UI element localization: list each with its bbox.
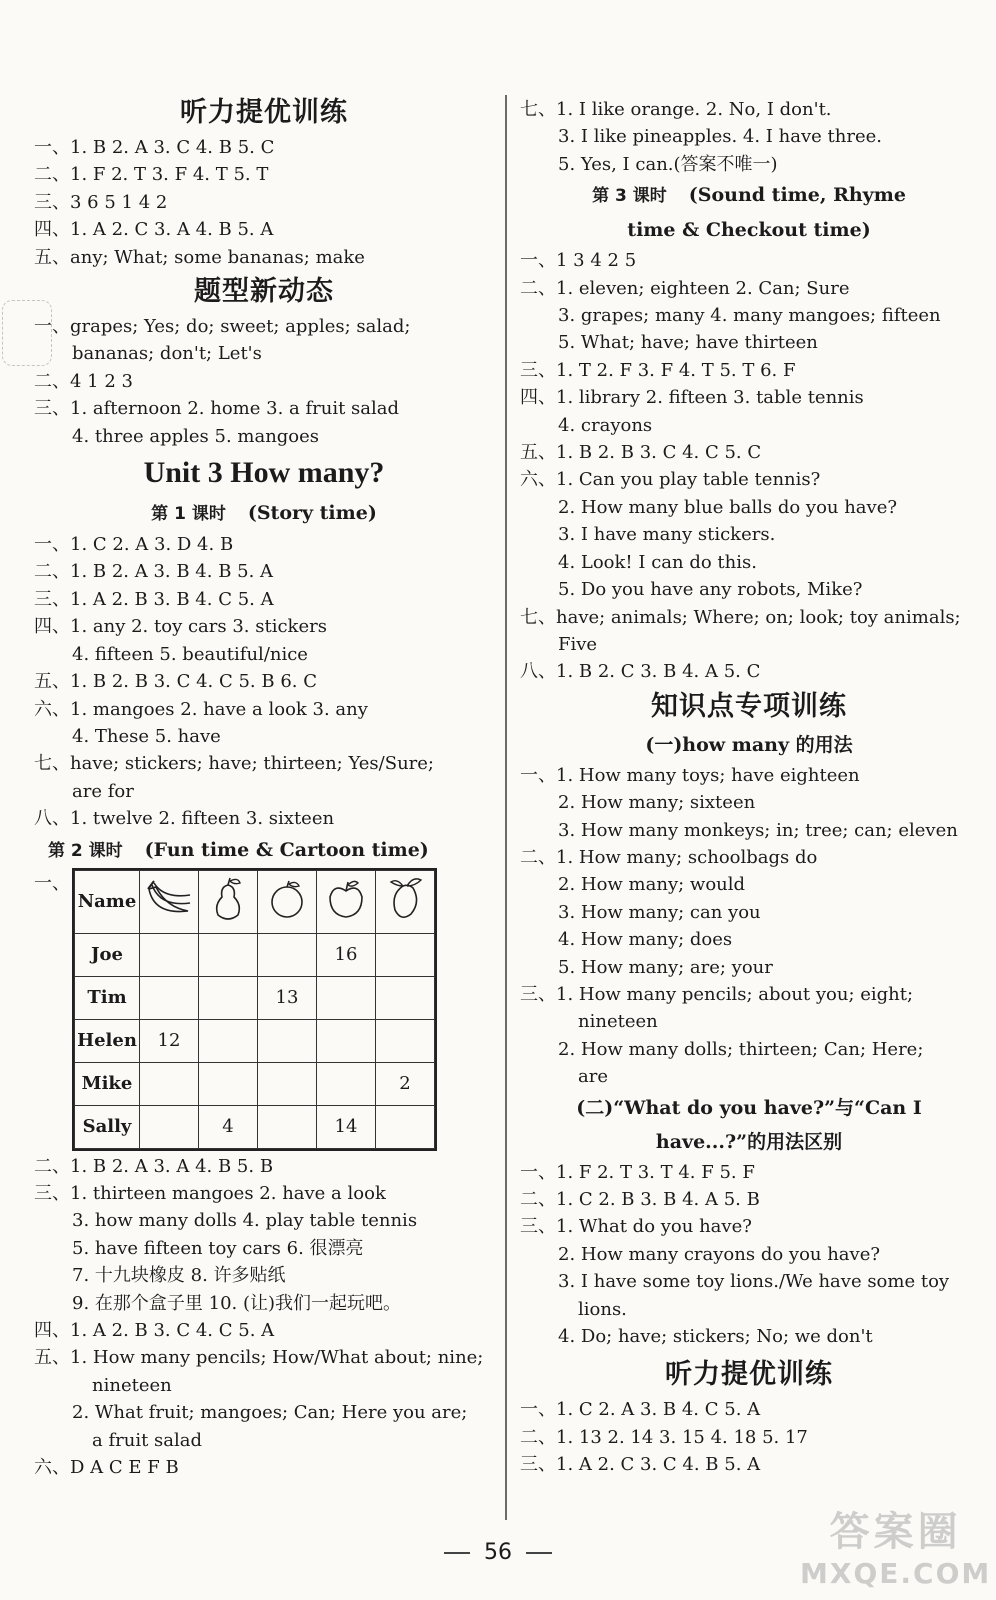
answer-line: 五、1. How many pencils; How/What about; nine; xyxy=(34,1347,484,1369)
lesson-title: (Sound time, Rhyme xyxy=(688,184,906,207)
row-name: Mike xyxy=(75,1062,140,1105)
answer-line: 5. What; have; have thirteen xyxy=(558,332,818,354)
answer-line: 四、1. any 2. toy cars 3. stickers xyxy=(34,616,327,638)
lesson2-answers xyxy=(34,1153,494,1482)
answer-line: 4. Look! I can do this. xyxy=(558,551,757,573)
answer-line: 二、1. How many; schoolbags do xyxy=(520,846,818,868)
right-column xyxy=(520,96,978,1479)
answer-line: 二、1. F 2. T 3. F 4. T 5. T xyxy=(34,164,269,186)
answer-line: 二、4 1 2 3 xyxy=(34,370,133,392)
watermark-line: MXQE.COM xyxy=(800,1557,992,1590)
answer-line: 三、1. What do you have? xyxy=(520,1216,752,1238)
answer-line: 六、1. Can you play table tennis? xyxy=(520,469,821,491)
answer-line: are xyxy=(578,1066,608,1088)
question-mark: 一、 xyxy=(34,872,70,894)
table-row xyxy=(75,1019,435,1062)
answer-line: 六、1. mangoes 2. have a look 3. any xyxy=(34,698,368,720)
answer-line: 4. three apples 5. mangoes xyxy=(72,425,320,447)
section-heading-new-types: 题型新动态 xyxy=(194,276,334,308)
answer-line: 5. How many; are; your xyxy=(558,956,773,978)
answer-line: 八、1. B 2. C 3. B 4. A 5. C xyxy=(520,661,761,683)
orange-icon xyxy=(258,870,317,933)
answer-line: 三、3 6 5 1 4 2 xyxy=(34,191,168,213)
section-heading-listening: 听力提优训练 xyxy=(180,97,348,128)
answer-line: 3. how many dolls 4. play table tennis xyxy=(72,1210,418,1232)
row-name: Tim xyxy=(75,976,140,1019)
table-header-name: Name xyxy=(75,870,140,933)
table-cell xyxy=(140,1105,199,1148)
answer-line: are for xyxy=(72,780,134,802)
answer-line: 2. How many crayons do you have? xyxy=(558,1243,881,1265)
answer-line: 9. 在那个盒子里 10. (让)我们一起玩吧。 xyxy=(72,1292,402,1314)
banana-icon xyxy=(140,870,199,933)
answer-line: 4. Do; have; stickers; No; we don't xyxy=(558,1326,873,1348)
answer-line: 一、1. F 2. T 3. T 4. F 5. F xyxy=(520,1161,755,1183)
what-do-you-have-answers xyxy=(520,1159,978,1351)
answer-line: nineteen xyxy=(578,1011,658,1033)
section-heading-listening-2: 听力提优训练 xyxy=(665,1359,833,1391)
table-cell xyxy=(258,1062,317,1105)
table-cell xyxy=(199,976,258,1019)
answer-line: 5. have fifteen toy cars 6. 很漂亮 xyxy=(72,1237,364,1259)
lesson1-answers xyxy=(34,531,494,832)
table-row xyxy=(75,1062,435,1105)
answer-line: 4. How many; does xyxy=(558,929,733,951)
left-column xyxy=(34,92,494,1481)
continued-answers xyxy=(520,96,978,178)
answer-line: 4. crayons xyxy=(558,414,653,436)
answer-line: 五、1. B 2. B 3. C 4. C 5. B 6. C xyxy=(34,671,317,693)
table-cell xyxy=(199,933,258,976)
section-heading-knowledge: 知识点专项训练 xyxy=(651,690,847,722)
table-cell xyxy=(199,1062,258,1105)
lesson-number: 第 2 课时 xyxy=(48,840,123,861)
listening-answers-2 xyxy=(520,1396,978,1478)
answer-line: a fruit salad xyxy=(92,1429,203,1451)
row-name: Sally xyxy=(75,1105,140,1148)
table-cell xyxy=(376,1105,435,1148)
apple-icon xyxy=(317,870,376,933)
table-cell xyxy=(140,1062,199,1105)
table-cell: 12 xyxy=(140,1019,199,1062)
subsection-heading: (一)how many 的用法 xyxy=(645,733,853,756)
answer-line: 2. How many; would xyxy=(558,874,746,896)
page-number: 56 xyxy=(0,1540,996,1565)
answer-line: 2. What fruit; mangoes; Can; Here you are; xyxy=(72,1402,468,1424)
answer-line: 二、1. C 2. B 3. B 4. A 5. B xyxy=(520,1189,760,1210)
answer-line: 2. How many blue balls do you have? xyxy=(558,496,898,518)
lesson-heading xyxy=(34,496,494,531)
table-cell xyxy=(376,1019,435,1062)
lesson-title: (Story time) xyxy=(247,502,377,525)
answer-line: 3. How many; can you xyxy=(558,901,761,923)
table-cell xyxy=(258,933,317,976)
answer-line: 七、have; animals; Where; on; look; toy animals; xyxy=(520,606,961,628)
fruit-table xyxy=(74,870,435,1149)
table-row xyxy=(75,976,435,1019)
answer-line: bananas; don't; Let's xyxy=(72,343,262,365)
answer-line: 一、1. C 2. A 3. B 4. C 5. A xyxy=(520,1399,761,1421)
lesson-number: 第 3 课时 xyxy=(592,186,667,207)
table-cell: 14 xyxy=(317,1105,376,1148)
table-row xyxy=(75,1105,435,1148)
answer-line: 三、1. T 2. F 3. F 4. T 5. T 6. F xyxy=(520,359,796,381)
table-cell xyxy=(199,1019,258,1062)
lesson-heading xyxy=(520,178,978,213)
lesson-heading xyxy=(34,833,494,868)
answer-line: 3. grapes; many 4. many mangoes; fifteen xyxy=(558,305,941,327)
answer-line: 一、1 3 4 2 5 xyxy=(520,250,637,272)
listening-answers xyxy=(34,134,494,271)
answer-line: 7. 十九块橡皮 8. 许多贴纸 xyxy=(72,1265,286,1287)
answer-line: 5. Do you have any robots, Mike? xyxy=(558,579,863,601)
how-many-answers xyxy=(520,762,978,1091)
answer-line: 一、1. How many toys; have eighteen xyxy=(520,764,860,786)
table-cell: 2 xyxy=(376,1062,435,1105)
unit-title: Unit 3 How many? xyxy=(143,456,385,490)
answer-line: 4. fifteen 5. beautiful/nice xyxy=(72,643,308,665)
subsection-heading-cont: have...?”的用法区别 xyxy=(655,1130,843,1153)
lesson3-answers xyxy=(520,247,978,686)
answer-line: 4. These 5. have xyxy=(72,725,221,747)
answer-line: 2. How many dolls; thirteen; Can; Here; xyxy=(558,1038,924,1060)
table-header-row xyxy=(75,870,435,933)
lesson-number: 第 1 课时 xyxy=(151,504,226,525)
watermark xyxy=(800,1500,991,1590)
answer-line: lions. xyxy=(578,1298,627,1320)
answer-line: 3. I have many stickers. xyxy=(558,524,776,546)
table-cell: 4 xyxy=(199,1105,258,1148)
answer-line: 五、1. B 2. B 3. C 4. C 5. C xyxy=(520,442,762,464)
answer-line: 3. I like pineapples. 4. I have three. xyxy=(558,126,882,148)
answer-line: 七、have; stickers; have; thirteen; Yes/Sure; xyxy=(34,753,434,775)
answer-line: 三、1. thirteen mangoes 2. have a look xyxy=(34,1182,386,1204)
answer-line: 3. How many monkeys; in; tree; can; eleven xyxy=(558,819,958,841)
table-cell xyxy=(317,1019,376,1062)
answer-line: 五、any; What; some bananas; make xyxy=(34,246,365,268)
answer-line: 二、1. eleven; eighteen 2. Can; Sure xyxy=(520,277,850,299)
answer-line: 四、1. library 2. fifteen 3. table tennis xyxy=(520,387,864,409)
table-row xyxy=(75,933,435,976)
subsection-heading: (二)“What do you have?”与“Can I xyxy=(576,1096,922,1119)
answer-line: 二、1. B 2. A 3. B 4. B 5. A xyxy=(34,561,274,583)
fruit-table-block xyxy=(34,870,494,1149)
table-cell: 13 xyxy=(258,976,317,1019)
table-cell xyxy=(317,976,376,1019)
answer-line: Five xyxy=(558,633,598,655)
table-cell xyxy=(258,1019,317,1062)
table-cell xyxy=(376,933,435,976)
answer-line: 一、1. C 2. A 3. D 4. B xyxy=(34,534,234,556)
answer-line: 三、1. A 2. B 3. B 4. C 5. A xyxy=(34,588,274,610)
answer-line: 一、grapes; Yes; do; sweet; apples; salad; xyxy=(34,316,411,338)
answer-line: 三、1. How many pencils; about you; eight; xyxy=(520,983,914,1005)
table-cell xyxy=(140,933,199,976)
row-name: Helen xyxy=(75,1019,140,1062)
column-divider xyxy=(505,95,507,1520)
watermark-line: 答案圈 xyxy=(829,1509,962,1555)
table-cell xyxy=(317,1062,376,1105)
lesson-title-cont: time & Checkout time) xyxy=(627,219,871,242)
answer-line: 八、1. twelve 2. fifteen 3. sixteen xyxy=(34,808,335,830)
answer-line: 二、1. 13 2. 14 3. 15 4. 18 5. 17 xyxy=(520,1426,808,1448)
answer-line: 三、1. afternoon 2. home 3. a fruit salad xyxy=(34,398,400,420)
mango-icon xyxy=(376,870,435,933)
answer-line: nineteen xyxy=(92,1374,172,1396)
answer-line: 二、1. B 2. A 3. A 4. B 5. B xyxy=(34,1155,274,1177)
table-cell xyxy=(376,976,435,1019)
answer-line: 七、1. I like orange. 2. No, I don't. xyxy=(520,99,832,120)
lesson-title: (Fun time & Cartoon time) xyxy=(144,838,429,861)
answer-line: 2. How many; sixteen xyxy=(558,792,756,814)
answer-line: 一、1. B 2. A 3. C 4. B 5. C xyxy=(34,137,275,158)
answer-line: 三、1. A 2. C 3. C 4. B 5. A xyxy=(520,1454,761,1476)
row-name: Joe xyxy=(75,933,140,976)
answer-line: 四、1. A 2. C 3. A 4. B 5. A xyxy=(34,219,274,241)
pear-icon xyxy=(199,870,258,933)
answer-line: 六、D A C E F B xyxy=(34,1457,179,1478)
answer-line: 3. I have some toy lions./We have some toy xyxy=(558,1271,950,1293)
new-types-answers xyxy=(34,313,494,450)
answer-line: 四、1. A 2. B 3. C 4. C 5. A xyxy=(34,1319,275,1341)
answer-line: 5. Yes, I can.(答案不唯一) xyxy=(558,153,778,175)
table-cell xyxy=(140,976,199,1019)
table-cell xyxy=(258,1105,317,1148)
table-cell: 16 xyxy=(317,933,376,976)
